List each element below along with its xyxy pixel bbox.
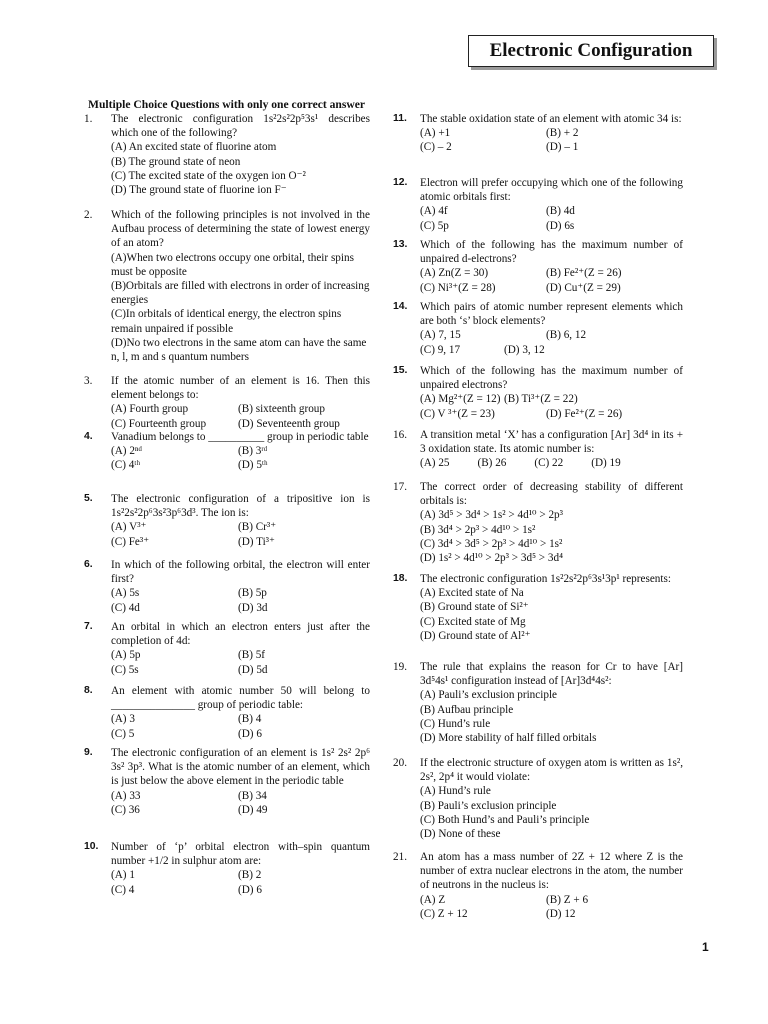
question-number: 6. [84,559,93,570]
answer-options [111,648,370,676]
answer-option: (D) None of these [420,828,501,841]
answer-option: (B) 2 [238,869,262,882]
answer-option: (C) Ni³⁺(Z = 28) [420,281,496,294]
question-number: 17. [393,481,407,493]
page-number: 1 [702,940,709,954]
answer-option: (B) Pauli’s exclusion principle [420,799,557,812]
answer-option: (A) 5s [111,587,140,600]
answer-option-row [420,126,683,140]
answer-option-row [111,417,370,431]
question-text: Which of the following has the maximum number of unpaired electrons? [420,365,683,392]
answer-option: (A) 5p [111,649,141,662]
answer-option: (B) 5p [238,587,267,600]
question-text: The electronic configuration of an element is 1s² 2s² 2p⁶ 3s² 3p³. What is the atomic number of an element, which is just below the above element in the periodic table [111,747,370,788]
answer-option: (B) Z + 6 [546,893,589,906]
answer-option: (B) 5f [238,649,266,662]
answer-option: (A) Mg²⁺(Z = 12) [420,393,501,406]
answer-option-row [420,204,683,218]
answer-option: (A) 33 [111,789,141,802]
answer-option-row [111,663,370,677]
answer-options [111,251,370,365]
question-number: 10. [84,841,99,852]
answer-option-row [111,712,370,726]
question-number: 19. [393,661,407,673]
answer-option: (D) Seventeenth group [238,417,340,430]
answer-option: (C) 5s [111,663,139,676]
question-20 [393,756,683,841]
answer-option: (D) 3d [238,601,268,614]
answer-option: (A) Fourth group [111,403,189,416]
answer-option: (C) 4ᵗʰ [111,459,141,472]
answer-option-row [111,520,370,534]
answer-options [420,688,683,745]
answer-option: (A) 7, 15 [420,329,461,342]
answer-options [111,444,370,472]
answer-options [111,140,370,197]
answer-option: (B)Orbitals are filled with electrons in order of increasing energies [111,280,370,307]
answer-option-row [420,392,683,406]
answer-option: (D) 5ᵗʰ [238,459,268,472]
answer-option: (D) Ground state of Al²⁺ [420,629,531,642]
answer-options [420,126,683,154]
answer-option: (B) The ground state of neon [111,155,241,168]
answer-option: (C) 5p [420,219,449,232]
answer-option: (A) 3d⁵ > 3d⁴ > 1s² > 4d¹⁰ > 2p³ [420,509,563,522]
answer-options [111,712,370,740]
answer-options [420,392,683,420]
answer-option: (C) Fourteenth group [111,417,207,430]
answer-options [420,266,683,294]
answer-options [111,586,370,614]
answer-option: (B) sixteenth group [238,403,325,416]
answer-option-row [420,407,683,421]
question-number: 8. [84,685,93,696]
question-text: The electronic configuration 1s²2s²2p⁶3s¹3p¹ represents: [420,573,671,585]
answer-option: (C) The excited state of the oxygen ion O⁻² [111,169,306,182]
answer-option: (B) 3d⁴ > 2p³ > 4d¹⁰ > 1s² [420,523,536,536]
question-18 [393,572,683,643]
answer-option: (A) 4f [420,205,448,218]
answer-option: (B) Fe²⁺(Z = 26) [546,267,622,280]
answer-option-row [111,458,370,472]
answer-option: (C) 5 [111,727,135,740]
answer-option-row [111,444,370,458]
question-text: Which pairs of atomic number represent elements which are both ‘s’ block elements? [420,301,683,328]
answer-option-row [420,281,683,295]
answer-option: (A)When two electrons occupy one orbital, their spins must be opposite [111,251,354,278]
answer-options [420,784,683,841]
answer-option: (A) Hund’s rule [420,785,491,798]
answer-option-row [111,535,370,549]
answer-option: (B) Cr³⁺ [238,521,277,534]
answer-option: (A) Z [420,893,446,906]
question-text: A transition metal ‘X’ has a configuration [Ar] 3d⁴ in its + 3 oxidation state. Its atomic number is: [420,429,683,456]
question-7 [84,620,370,677]
answer-option: (D)No two electrons in the same atom can have the same n, l, m and s quantum numbers [111,336,367,364]
answer-options [111,789,370,817]
question-number: 4. [84,431,93,442]
answer-options [420,586,683,643]
question-number: 18. [393,573,408,584]
question-number: 2. [84,209,93,221]
answer-option: (D) Fe²⁺(Z = 26) [546,407,623,420]
answer-option: (A) Zn(Z = 30) [420,267,489,280]
question-text: If the electronic structure of oxygen atom is written as 1s², 2s², 2p⁴ it would violate: [420,757,683,784]
answer-option: (D) 5d [238,663,268,676]
question-15 [393,364,683,421]
answer-option-row [420,893,683,907]
answer-option-row [111,789,370,803]
answer-option: (B) 34 [238,789,267,802]
answer-option: (D) Cu⁺(Z = 29) [546,281,621,294]
page-title: Electronic Configuration [468,35,714,67]
answer-options [420,508,683,565]
answer-option: (B) 3ʳᵈ [238,445,268,458]
question-6 [84,558,370,615]
answer-option-row [111,586,370,600]
answer-option: (A) V³⁺ [111,521,147,534]
question-text: Which of the following has the maximum number of unpaired d-electrons? [420,239,683,266]
answer-option: (D) More stability of half filled orbitals [420,732,597,745]
answer-option: (B) Aufbau principle [420,703,514,716]
question-1 [84,112,370,197]
question-text: Vanadium belongs to __________ group in periodic table [111,431,369,443]
question-4 [84,430,370,473]
answer-option: (C) Both Hund’s and Pauli’s principle [420,813,590,826]
question-number: 5. [84,493,93,504]
question-number: 9. [84,747,93,758]
question-text: The electronic configuration 1s²2s²2p⁵3s¹ describes which one of the following? [111,113,370,140]
question-number: 7. [84,621,93,632]
answer-option: (C) 4 [111,883,135,896]
answer-options [420,456,683,470]
answer-option-row [420,907,683,921]
answer-option: (C) Fe³⁺ [111,535,150,548]
question-5 [84,492,370,549]
answer-options [420,328,683,356]
answer-option-row [420,140,683,154]
section-heading: Multiple Choice Questions with only one correct answer [88,98,366,111]
answer-option: (C) – 2 [420,141,452,154]
question-11 [393,112,683,155]
answer-option: (D) Ti³⁺ [238,535,275,548]
answer-options [111,868,370,896]
answer-option: (A) An excited state of fluorine atom [111,141,277,154]
question-19 [393,660,683,745]
answer-option: (A) 2ⁿᵈ [111,445,142,458]
answer-options [111,520,370,548]
answer-option-line: (A) 25 (B) 26 (C) 22 (D) 19 [420,457,621,470]
question-text: In which of the following orbital, the electron will enter first? [111,559,370,586]
answer-option: (D) 3, 12 [504,343,545,356]
answer-option: (A) Pauli’s exclusion principle [420,689,558,702]
question-text: An atom has a mass number of 2Z + 12 where Z is the number of extra nuclear electrons in the atom, the number of neutrons in the nucleus is: [420,851,683,892]
question-21 [393,850,683,921]
question-number: 13. [393,239,408,250]
question-number: 3. [84,375,93,387]
answer-option: (C) Hund’s rule [420,717,491,730]
answer-options [420,893,683,921]
answer-option: (C) 9, 17 [420,343,461,356]
answer-option: (C) Z + 12 [420,907,468,920]
answer-option: (D) – 1 [546,141,579,154]
answer-option-row [420,343,683,357]
question-text: The electronic configuration of a tripositive ion is 1s²2s²2p⁶3s²3p⁶3d³. The ion is: [111,493,370,520]
question-13 [393,238,683,295]
question-17 [393,480,683,565]
question-text: Which of the following principles is not involved in the Aufbau process of determining the state of lowest energy of an atom? [111,209,370,250]
answer-option: (D) 12 [546,907,576,920]
answer-option-row [111,601,370,615]
answer-option: (B) Ground state of Si²⁺ [420,601,529,614]
answer-option-row [111,803,370,817]
answer-option-row [420,328,683,342]
question-number: 16. [393,429,407,441]
answer-option: (D) 49 [238,803,268,816]
question-text: The stable oxidation state of an element with atomic 34 is: [420,113,682,125]
question-number: 1. [84,113,93,125]
answer-option: (A) Excited state of Na [420,587,524,600]
answer-option: (C)In orbitals of identical energy, the electron spins remain unpaired if possible [111,308,342,335]
question-14 [393,300,683,357]
answer-options [111,402,370,430]
answer-option-row [111,883,370,897]
answer-option-row [111,727,370,741]
question-12 [393,176,683,233]
question-9 [84,746,370,817]
answer-option-row [420,266,683,280]
question-number: 14. [393,301,408,312]
answer-option-row [420,219,683,233]
question-2 [84,208,370,364]
question-text: An orbital in which an electron enters just after the completion of 4d: [111,621,370,648]
question-text: The correct order of decreasing stability of different orbitals is: [420,481,683,508]
question-10 [84,840,370,897]
question-text: The rule that explains the reason for Cr to have [Ar] 3d⁵4s¹ configuration instead of [Ar]3d⁴4s²: [420,661,683,688]
answer-option: (B) Ti³⁺(Z = 22) [504,393,578,406]
answer-option: (A) +1 [420,127,451,140]
answer-option: (D) 6s [546,219,575,232]
answer-option: (C) 3d⁴ > 3d⁵ > 2p³ > 4d¹⁰ > 1s² [420,537,563,550]
answer-option: (C) V ³⁺(Z = 23) [420,407,495,420]
question-text: An element with atomic number 50 will belong to _______________ group of periodic table: [111,685,370,712]
question-number: 15. [393,365,408,376]
answer-option: (B) 4d [546,205,575,218]
answer-options [420,204,683,232]
answer-option: (C) 4d [111,601,140,614]
answer-option: (B) 4 [238,713,262,726]
answer-option: (C) Excited state of Mg [420,615,526,628]
answer-option: (D) 6 [238,727,262,740]
answer-option: (A) 1 [111,869,135,882]
answer-option: (B) + 2 [546,127,579,140]
question-number: 11. [393,113,407,124]
question-text: Electron will prefer occupying which one of the following atomic orbitals first: [420,177,683,204]
answer-option: (C) 36 [111,803,140,816]
answer-option-row [111,868,370,882]
answer-option: (D) 1s² > 4d¹⁰ > 2p³ > 3d⁵ > 3d⁴ [420,552,563,565]
question-8 [84,684,370,741]
question-3 [84,374,370,431]
answer-option: (D) 6 [238,883,262,896]
answer-option: (D) The ground state of fluorine ion F⁻ [111,184,287,197]
answer-option: (A) 3 [111,713,135,726]
answer-option-row [111,402,370,416]
question-text: If the atomic number of an element is 16. Then this element belongs to: [111,375,370,402]
question-number: 21. [393,851,407,863]
answer-option: (B) 6, 12 [546,329,587,342]
question-number: 12. [393,177,408,188]
question-number: 20. [393,757,407,769]
question-text: Number of ‘p’ orbital electron with–spin quantum number +1/2 in sulphur atom are: [111,841,370,868]
answer-option-row [111,648,370,662]
question-16 [393,428,683,471]
